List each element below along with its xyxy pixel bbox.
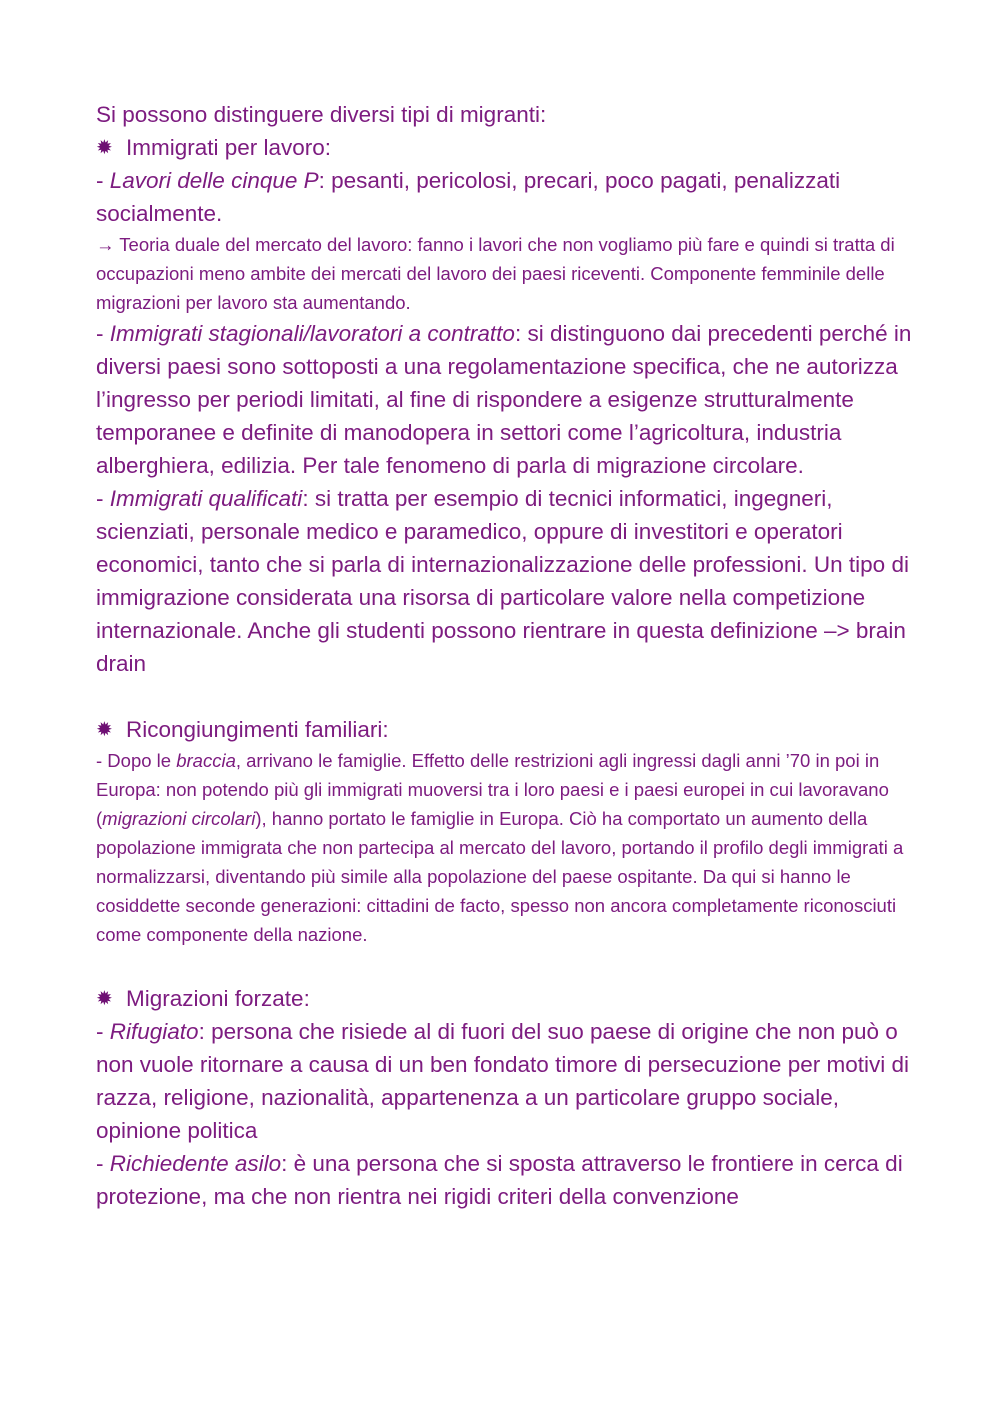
section-heading-lavoro xyxy=(96,131,916,164)
paragraph-text: : persona che risiede al di fuori del suo paese di origine che non può o non vuole ritornare a causa di un ben fondato timore di persecuzione per motivi di razza, religione, nazionalità, appartenenza a un particolare gruppo sociale, opinione politica xyxy=(96,1019,909,1143)
flower-bullet-icon: ✹ xyxy=(96,718,113,741)
paragraph-richiedente-asilo: - Richiedente asilo: è una persona che si sposta attraverso le frontiere in cerca di protezione, ma che non rientra nei rigidi criteri della convenzione xyxy=(96,1151,903,1209)
heading-text: Immigrati per lavoro: xyxy=(126,135,332,160)
section-heading-forzate xyxy=(96,982,916,1015)
section-heading-famiglia xyxy=(96,713,916,746)
flower-bullet-icon: ✹ xyxy=(96,987,113,1010)
paragraph-text: ), hanno portato le famiglie in Europa. Ciò ha comportato un aumento della popolazione immigrata che non partecipa al mercato del lavoro, portando il profilo degli immigrati a normalizzarsi, diventando più simile alla popolazione del paese ospitante. Da qui si hanno le cosiddette seconde generazioni: cittadini de facto, spesso non ancora completamente riconosciuti come componente della nazione. xyxy=(96,808,904,945)
paragraph-cinque-p: - Lavori delle cinque P: pesanti, pericolosi, precari, poco pagati, penalizzati socialmente. xyxy=(96,168,841,226)
flower-bullet-icon: ✹ xyxy=(96,136,113,159)
term-stagionali: Immigrati stagionali/lavoratori a contratto xyxy=(109,321,515,346)
spacer xyxy=(96,680,916,713)
paragraph-qualificati: - Immigrati qualificati: si tratta per esempio di tecnici informatici, ingegneri, scienziati, personale medico e paramedico, oppure di investitori e operatori economici, tanto che si parla di internazionalizzazione delle professioni. Un tipo di immigrazione considerata una risorsa di particolare valore nella competizione internazionale. Anche gli studenti possono rientrare in questa definizione –> brain drain xyxy=(96,486,909,676)
paragraph-text: : è una persona che si sposta attraverso le frontiere in cerca di protezione, ma che non rientra nei rigidi criteri della convenzione xyxy=(96,1151,903,1209)
term-braccia: braccia xyxy=(176,750,236,771)
paragraph-ricongiungimenti xyxy=(96,746,916,949)
term-migrazioni-circolari: migrazioni circolari xyxy=(102,808,256,829)
paragraph-text: : si distinguono dai precedenti perché in diversi paesi sono sottoposti a una regolamentazione specifica, che ne autorizza l’ingresso per periodi limitati, al fine di rispondere a esigenze strutturalmente temporanee e definite di manodopera in settori come l’agricoltura, industria alberghiera, edilizia. Per tale fenomeno di parla di migrazione circolare. xyxy=(96,321,912,478)
term-qualificati: Immigrati qualificati xyxy=(109,486,303,511)
paragraph-text: : pesanti, pericolosi, precari, poco pagati, penalizzati socialmente. xyxy=(96,168,841,226)
document-content xyxy=(96,98,916,1213)
term-cinque-p: Lavori delle cinque P xyxy=(109,168,319,193)
heading-text: Migrazioni forzate: xyxy=(126,986,310,1011)
paragraph-stagionali: - Immigrati stagionali/lavoratori a contratto: si distinguono dai precedenti perché in diversi paesi sono sottoposti a una regolamentazione specifica, che ne autorizza l’ingresso per periodi limitati, al fine di rispondere a esigenze strutturalmente temporanee e definite di manodopera in settori come l’agricoltura, industria alberghiera, edilizia. Per tale fenomeno di parla di migrazione circolare. xyxy=(96,321,912,478)
paragraph-rifugiato: - Rifugiato: persona che risiede al di fuori del suo paese di origine che non può o non vuole ritornare a causa di un ben fondato timore di persecuzione per motivi di razza, religione, nazionalità, appartenenza a un particolare gruppo sociale, opinione politica xyxy=(96,1019,909,1143)
paragraph-text: , arrivano le famiglie. Effetto delle restrizioni agli ingressi dagli anni ’70 in poi in Europa: non potendo più gli immigrati muoversi tra i loro paesi e i paesi europei in cui lavoravano ( xyxy=(96,750,889,829)
spacer xyxy=(96,949,916,982)
paragraph-text: : si tratta per esempio di tecnici informatici, ingegneri, scienziati, personale medico e paramedico, oppure di investitori e operatori economici, tanto che si parla di internazionalizzazione delle professioni. Un tipo di immigrazione considerata una risorsa di particolare valore nella competizione internazionale. Anche gli studenti possono rientrare in questa definizione –> brain drain xyxy=(96,486,909,676)
note-teoria-duale: → Teoria duale del mercato del lavoro: fanno i lavori che non vogliamo più fare e quindi si tratta di occupazioni meno ambite dei mercati del lavoro dei paesi riceventi. Componente femminile delle migrazioni per lavoro sta aumentando. xyxy=(96,234,895,313)
term-rifugiato: Rifugiato xyxy=(109,1019,199,1044)
intro-line: Si possono distinguere diversi tipi di migranti: xyxy=(96,102,547,127)
paragraph-text: - Dopo le xyxy=(96,750,177,771)
term-richiedente-asilo: Richiedente asilo xyxy=(109,1151,282,1176)
heading-text: Ricongiungimenti familiari: xyxy=(126,717,389,742)
